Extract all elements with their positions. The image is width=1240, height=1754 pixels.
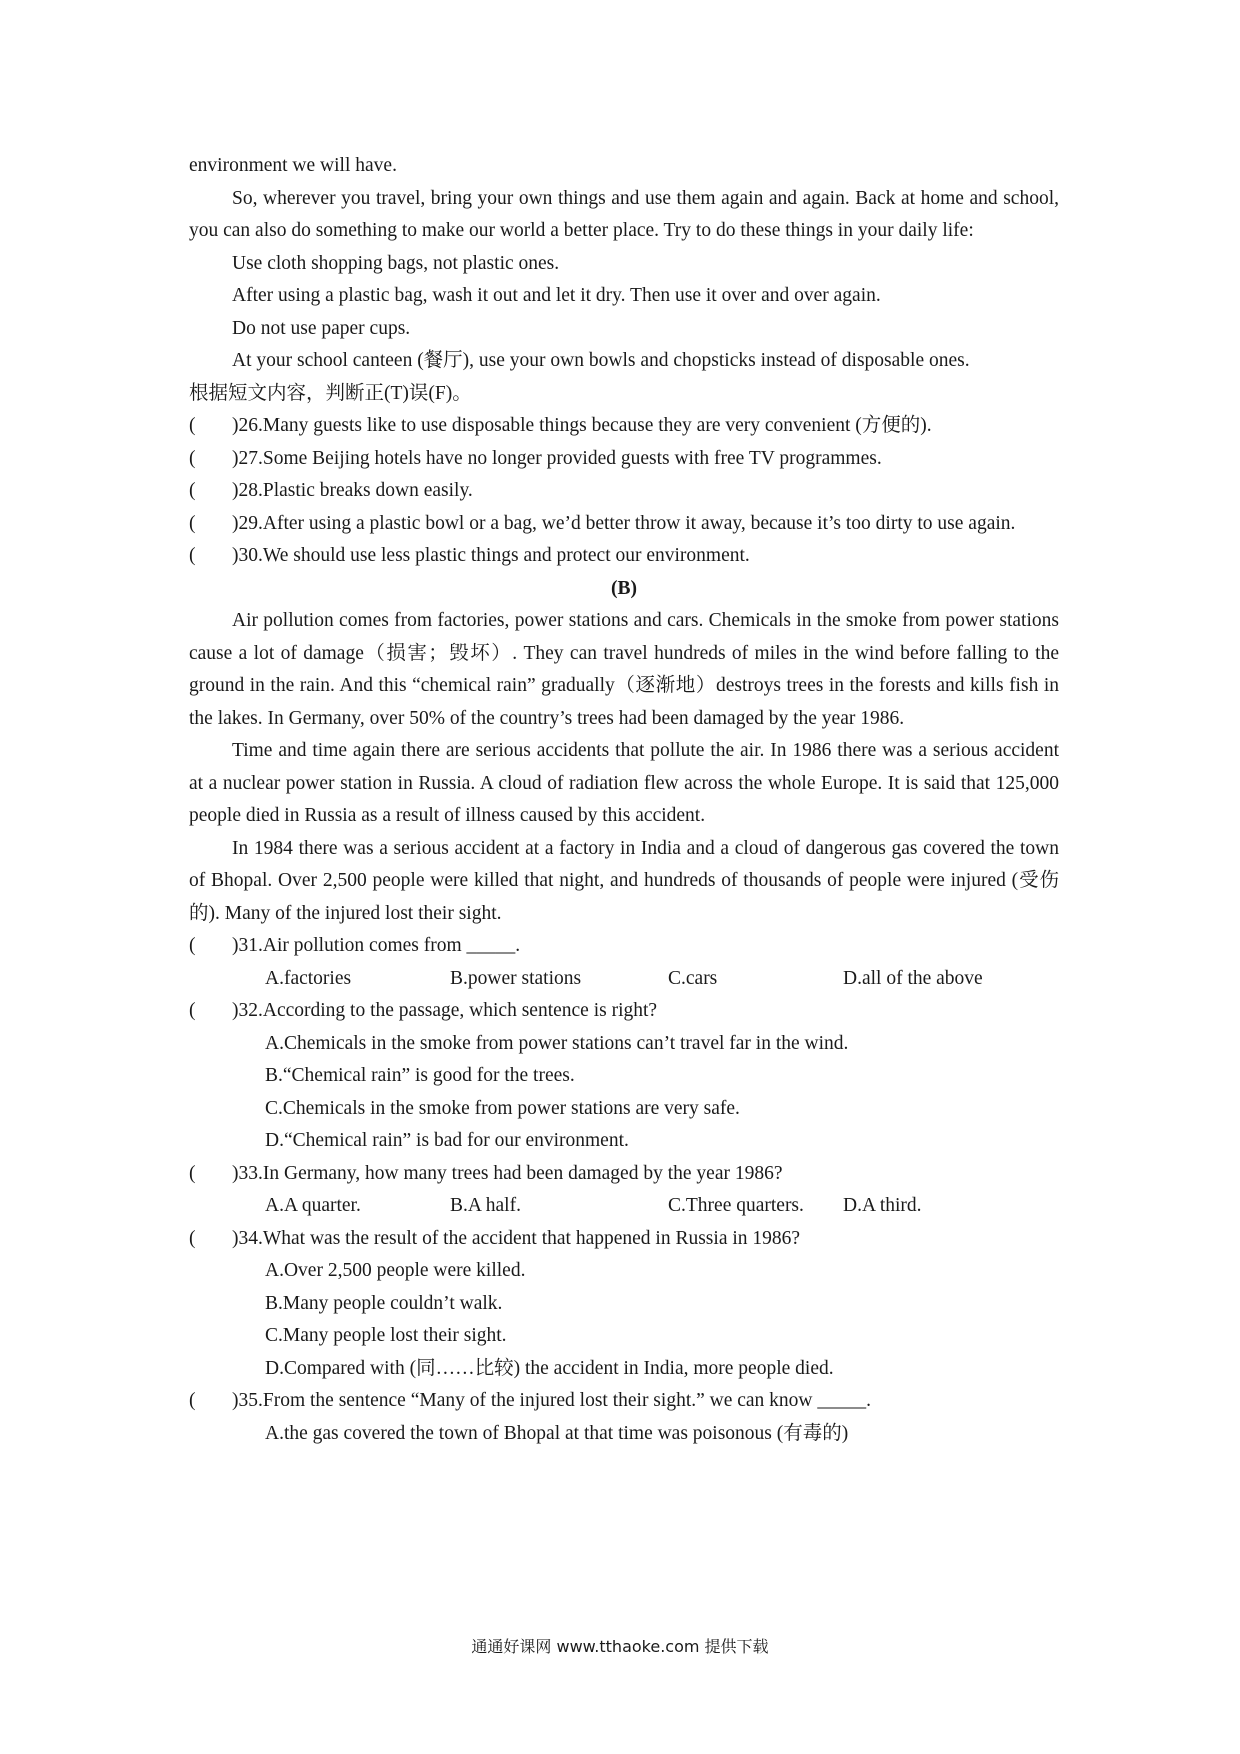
tf-question-30 — [189, 540, 1059, 573]
question-text: )31.Air pollution comes from _____. — [232, 935, 521, 956]
passage-b-paragraph: Air pollution comes from factories, power stations and cars. Chemicals in the smoke from power stations cause a lot of damage（损害；毁坏）. They can travel hundreds of miles in the wind before falling to the ground in the rain. And this “chemical rain” gradually（逐渐地）destroys trees in the forests and kills fish in the lakes. In Germany, over 50% of the country’s trees had been damaged by the year 1986. — [189, 610, 1059, 729]
answer-blank[interactable]: ( — [189, 1227, 196, 1249]
passage-a-closing-line: environment we will have. — [189, 155, 397, 176]
option: D.Compared with (同……比较) the accident in India, more people died. — [265, 1357, 834, 1379]
option: C.cars — [668, 967, 718, 989]
question-text: )27.Some Beijing hotels have no longer provided guests with free TV programmes. — [232, 447, 882, 469]
question-text: )26.Many guests like to use disposable things because they are very convenient (方便的). — [232, 415, 932, 436]
passage-b-paragraph: In 1984 there was a serious accident at a factory in India and a cloud of dangerous gas covered the town of Bhopal. Over 2,500 people were killed that night, and hundreds of thousands of people were injured (受伤的). Many of the injured lost their sight. — [189, 837, 1059, 924]
tip-item: Do not use paper cups. — [232, 317, 411, 339]
option: C.Three quarters. — [668, 1195, 804, 1216]
passage-b-paragraph: Time and time again there are serious accidents that pollute the air. In 1986 there was a serious accident at a nuclear power station in Russia. A cloud of radiation flew across the whole Europe. It is said that 125,000 people died in Russia as a result of illness caused by this accident. — [189, 740, 1059, 826]
option: C.Chemicals in the smoke from power stations are very safe. — [265, 1097, 740, 1119]
passage-a-paragraph: So, wherever you travel, bring your own things and use them again and again. Back at home and school, you can also do something to make our world a better place. Try to do these things in your daily life: — [189, 187, 1059, 241]
question-text: )32.According to the passage, which sentence is right? — [232, 1000, 658, 1021]
answer-blank[interactable]: ( — [189, 545, 196, 566]
answer-blank[interactable]: ( — [189, 512, 196, 534]
tip-item: At your school canteen (餐厅), use your own bowls and chopsticks instead of disposable ones. — [232, 350, 970, 371]
option: B.“Chemical rain” is good for the trees. — [265, 1065, 575, 1086]
mc-question-33 — [189, 1158, 1059, 1191]
question-text: )30.We should use less plastic things and protect our environment. — [232, 545, 750, 566]
option-row — [189, 963, 1059, 996]
tf-question-26 — [189, 410, 1059, 443]
option: D.all of the above — [843, 967, 983, 989]
question-text: )29.After using a plastic bowl or a bag, we’d better throw it away, because it’s too dirty to use again. — [232, 512, 1016, 534]
mc-question-32 — [189, 995, 1059, 1028]
question-text: )28.Plastic breaks down easily. — [232, 480, 473, 501]
option: C.Many people lost their sight. — [265, 1325, 507, 1346]
answer-blank[interactable]: ( — [189, 480, 196, 501]
tip-item: Use cloth shopping bags, not plastic ones. — [232, 252, 560, 274]
mc-question-31 — [189, 930, 1059, 963]
tf-instruction: 根据短文内容，判断正(T)误(F)。 — [189, 382, 472, 404]
option: B.Many people couldn’t walk. — [265, 1292, 503, 1314]
tip-item: After using a plastic bag, wash it out and let it dry. Then use it over and over again. — [232, 285, 881, 306]
answer-blank[interactable]: ( — [189, 447, 196, 469]
option-row — [189, 1190, 1059, 1223]
option: A.Chemicals in the smoke from power stations can’t travel far in the wind. — [265, 1032, 849, 1054]
mc-question-34 — [189, 1223, 1059, 1256]
option: B.power stations — [450, 967, 582, 989]
section-b-title: (B) — [611, 577, 637, 599]
page-footer: 通通好课网 www.tthaoke.com 提供下载 — [471, 1637, 769, 1656]
question-text: )33.In Germany, how many trees had been damaged by the year 1986? — [232, 1162, 783, 1184]
question-text: )34.What was the result of the accident that happened in Russia in 1986? — [232, 1227, 801, 1249]
tf-question-27 — [189, 443, 1059, 476]
option: D.A third. — [843, 1195, 922, 1216]
option: D.“Chemical rain” is bad for our environment. — [265, 1130, 629, 1151]
option: A.factories — [265, 967, 352, 989]
option: A.Over 2,500 people were killed. — [265, 1260, 526, 1281]
option: B.A half. — [450, 1195, 521, 1216]
mc-question-35 — [189, 1385, 1059, 1418]
tf-question-29 — [189, 508, 1059, 541]
option: A.A quarter. — [265, 1195, 361, 1216]
answer-blank[interactable]: ( — [189, 1162, 196, 1184]
option: A.the gas covered the town of Bhopal at that time was poisonous (有毒的) — [265, 1422, 849, 1444]
answer-blank[interactable]: ( — [189, 415, 196, 436]
answer-blank[interactable]: ( — [189, 1390, 196, 1411]
tf-question-28 — [189, 475, 1059, 508]
answer-blank[interactable]: ( — [189, 935, 196, 956]
question-text: )35.From the sentence “Many of the injured lost their sight.” we can know _____. — [232, 1390, 872, 1411]
answer-blank[interactable]: ( — [189, 1000, 196, 1021]
document-page — [189, 150, 1059, 1450]
